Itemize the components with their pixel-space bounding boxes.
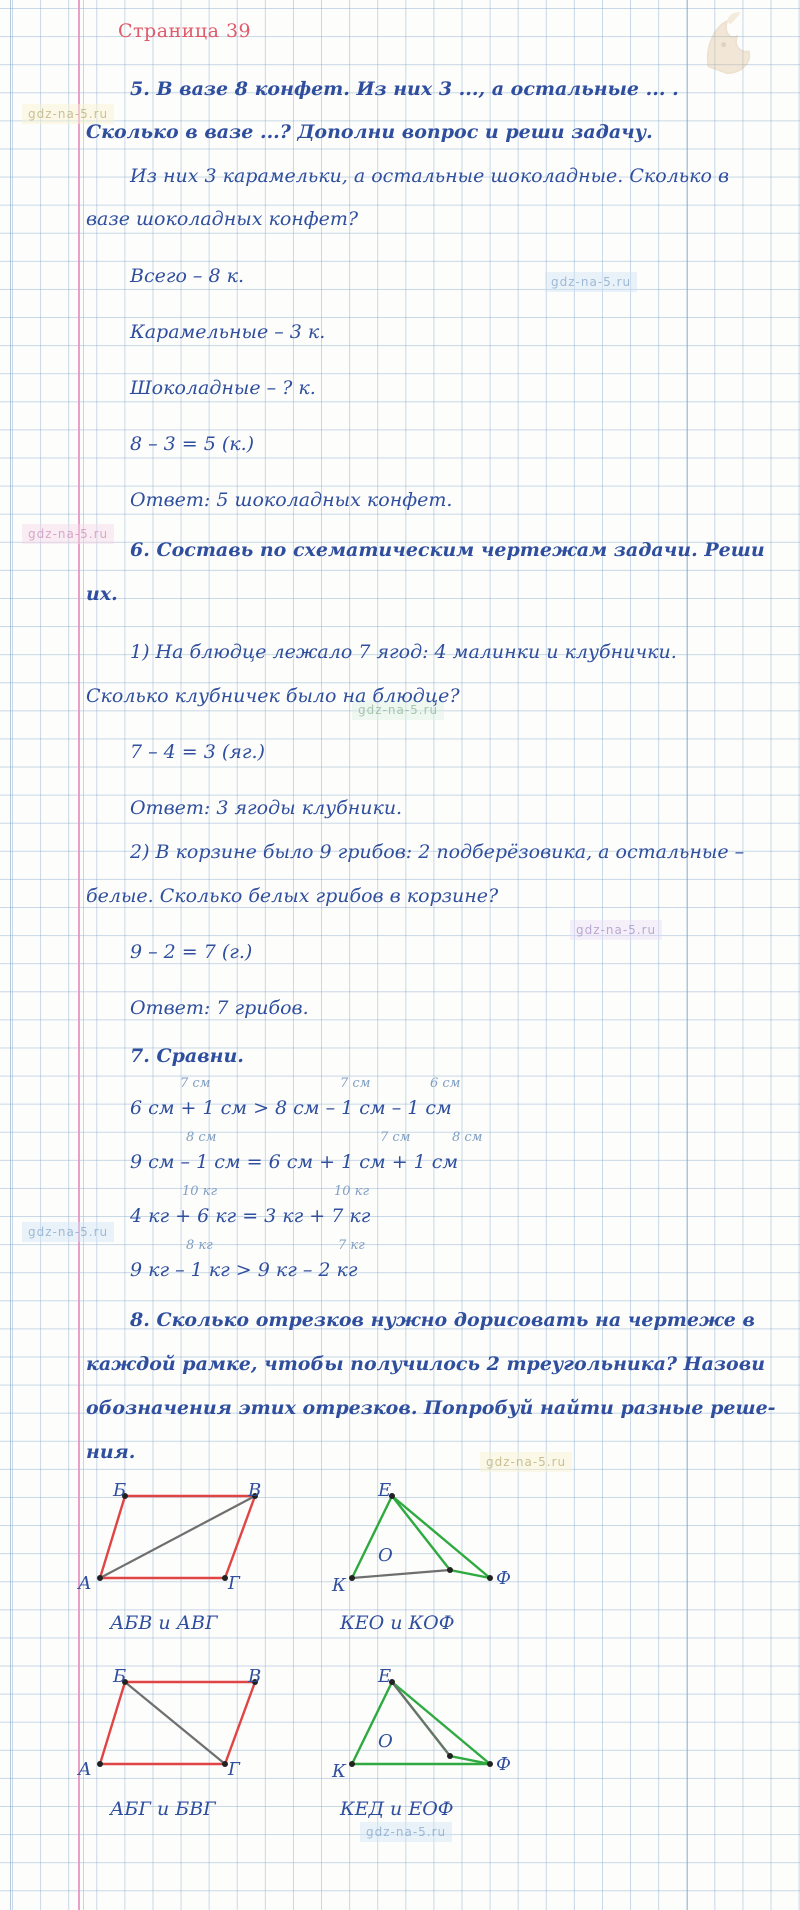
figure-1-caption: АБВ и АВГ bbox=[110, 1612, 218, 1634]
figure-triangle-2 bbox=[330, 1664, 550, 1794]
figure-3-label-top-right: В bbox=[248, 1666, 262, 1687]
watermark: gdz-na-5.ru bbox=[360, 1822, 452, 1842]
task-7-note-4-right-1: 7 кг bbox=[338, 1238, 365, 1253]
figure-2-label-bottom-left: К bbox=[332, 1575, 346, 1596]
watermark: gdz-na-5.ru bbox=[480, 1452, 572, 1472]
task-6-prompt-line-1: 6. Составь по схематическим чертежам задачи. Реши bbox=[130, 539, 765, 561]
task-5-answer-line-3: Всего – 8 к. bbox=[130, 265, 244, 287]
figure-1-label-bottom-right: Г bbox=[228, 1573, 240, 1594]
task-5-answer-line-1: Из них 3 карамельки, а остальные шоколадные. Сколько в bbox=[130, 165, 730, 187]
figure-1-label-top-right: В bbox=[248, 1480, 262, 1501]
task-7-note-3-left: 10 кг bbox=[182, 1184, 218, 1199]
task-8-prompt-line-1: 8. Сколько отрезков нужно дорисовать на чертеже в bbox=[130, 1309, 755, 1331]
watermark: gdz-na-5.ru bbox=[570, 920, 662, 940]
figure-3-label-bottom-right: Г bbox=[228, 1759, 240, 1780]
watermark: gdz-na-5.ru bbox=[22, 1222, 114, 1242]
figure-4-label-bottom-right: Ф bbox=[496, 1754, 511, 1775]
task-8-prompt-line-3: обозначения этих отрезков. Попробуй найти разные реше- bbox=[86, 1397, 776, 1419]
task-6-answer-line-7: 9 – 2 = 7 (г.) bbox=[130, 941, 253, 963]
figure-2-label-top: Е bbox=[378, 1480, 392, 1501]
site-logo-watermark bbox=[690, 6, 774, 90]
task-7-note-3-right-1: 10 кг bbox=[334, 1184, 370, 1199]
task-6-answer-line-3: 7 – 4 = 3 (яг.) bbox=[130, 741, 265, 763]
task-7-expression-3: 4 кг + 6 кг = 3 кг + 7 кг bbox=[130, 1205, 371, 1227]
watermark: gdz-na-5.ru bbox=[22, 524, 114, 544]
task-7-expression-2: 9 см – 1 см = 6 см + 1 см + 1 см bbox=[130, 1151, 459, 1173]
task-7-expression-4: 9 кг – 1 кг > 9 кг – 2 кг bbox=[130, 1259, 358, 1281]
figure-4-label-inner: О bbox=[378, 1731, 393, 1752]
watermark: gdz-na-5.ru bbox=[545, 272, 637, 292]
figure-parallelogram-1 bbox=[95, 1478, 315, 1608]
task-6-answer-line-2: Сколько клубничек было на блюдце? bbox=[86, 685, 460, 707]
task-7-note-1-left: 7 см bbox=[180, 1076, 211, 1091]
figure-1-label-top-left: Б bbox=[113, 1480, 127, 1501]
task-5-prompt-line-1: 5. В вазе 8 конфет. Из них 3 ..., а остальные ... . bbox=[130, 78, 679, 100]
task-5-prompt-line-2: Сколько в вазе ...? Дополни вопрос и реши задачу. bbox=[86, 121, 653, 143]
task-7-note-1-right-1: 7 см bbox=[340, 1076, 371, 1091]
task-5-answer-line-2: вазе шоколадных конфет? bbox=[86, 208, 359, 230]
task-7-note-2-right-2: 8 см bbox=[452, 1130, 483, 1145]
page-edge-right bbox=[687, 0, 688, 1910]
task-7-prompt: 7. Сравни. bbox=[130, 1045, 244, 1067]
task-6-answer-line-8: Ответ: 7 грибов. bbox=[130, 997, 309, 1019]
figure-2-caption: КЕО и КОФ bbox=[340, 1612, 455, 1634]
figure-parallelogram-2 bbox=[95, 1664, 315, 1794]
task-5-answer-line-4: Карамельные – 3 к. bbox=[130, 321, 326, 343]
margin-rule bbox=[78, 0, 80, 1910]
figure-1-label-bottom-left: А bbox=[78, 1573, 92, 1594]
watermark: gdz-na-5.ru bbox=[22, 104, 114, 124]
figure-3-label-bottom-left: А bbox=[78, 1759, 92, 1780]
page-title: Страница 39 bbox=[118, 20, 252, 42]
figure-2-label-inner: О bbox=[378, 1545, 393, 1566]
watermark: gdz-na-5.ru bbox=[352, 700, 444, 720]
figure-4-label-top: Е bbox=[378, 1666, 392, 1687]
task-8-prompt-line-4: ния. bbox=[86, 1441, 136, 1463]
task-5-answer-line-5: Шоколадные – ? к. bbox=[130, 377, 316, 399]
page-edge-left bbox=[10, 0, 11, 1910]
task-5-answer-line-6: 8 – 3 = 5 (к.) bbox=[130, 433, 255, 455]
task-7-expression-1: 6 см + 1 см > 8 см – 1 см – 1 см bbox=[130, 1097, 452, 1119]
task-7-note-2-left: 8 см bbox=[186, 1130, 217, 1145]
task-5-answer-line-7: Ответ: 5 шоколадных конфет. bbox=[130, 489, 453, 511]
task-6-answer-line-5: 2) В корзине было 9 грибов: 2 подберёзовика, а остальные – bbox=[130, 841, 745, 863]
figure-4-label-bottom-left: К bbox=[332, 1761, 346, 1782]
figure-4-caption: КЕД и ЕОФ bbox=[340, 1798, 454, 1820]
task-6-answer-line-1: 1) На блюдце лежало 7 ягод: 4 малинки и клубнички. bbox=[130, 641, 677, 663]
margin-rule-secondary bbox=[83, 0, 84, 1910]
task-7-note-2-right-1: 7 см bbox=[380, 1130, 411, 1145]
task-7-note-4-left: 8 кг bbox=[186, 1238, 213, 1253]
task-6-answer-line-4: Ответ: 3 ягоды клубники. bbox=[130, 797, 403, 819]
task-6-prompt-line-2: их. bbox=[86, 583, 118, 605]
task-7-note-1-right-2: 6 см bbox=[430, 1076, 461, 1091]
figure-2-label-bottom-right: Ф bbox=[496, 1568, 511, 1589]
figure-3-caption: АБГ и БВГ bbox=[110, 1798, 216, 1820]
task-6-answer-line-6: белые. Сколько белых грибов в корзине? bbox=[86, 885, 499, 907]
figure-3-label-top-left: Б bbox=[113, 1666, 127, 1687]
task-8-prompt-line-2: каждой рамке, чтобы получилось 2 треугольника? Назови bbox=[86, 1353, 766, 1375]
figure-triangle-1 bbox=[330, 1478, 550, 1608]
